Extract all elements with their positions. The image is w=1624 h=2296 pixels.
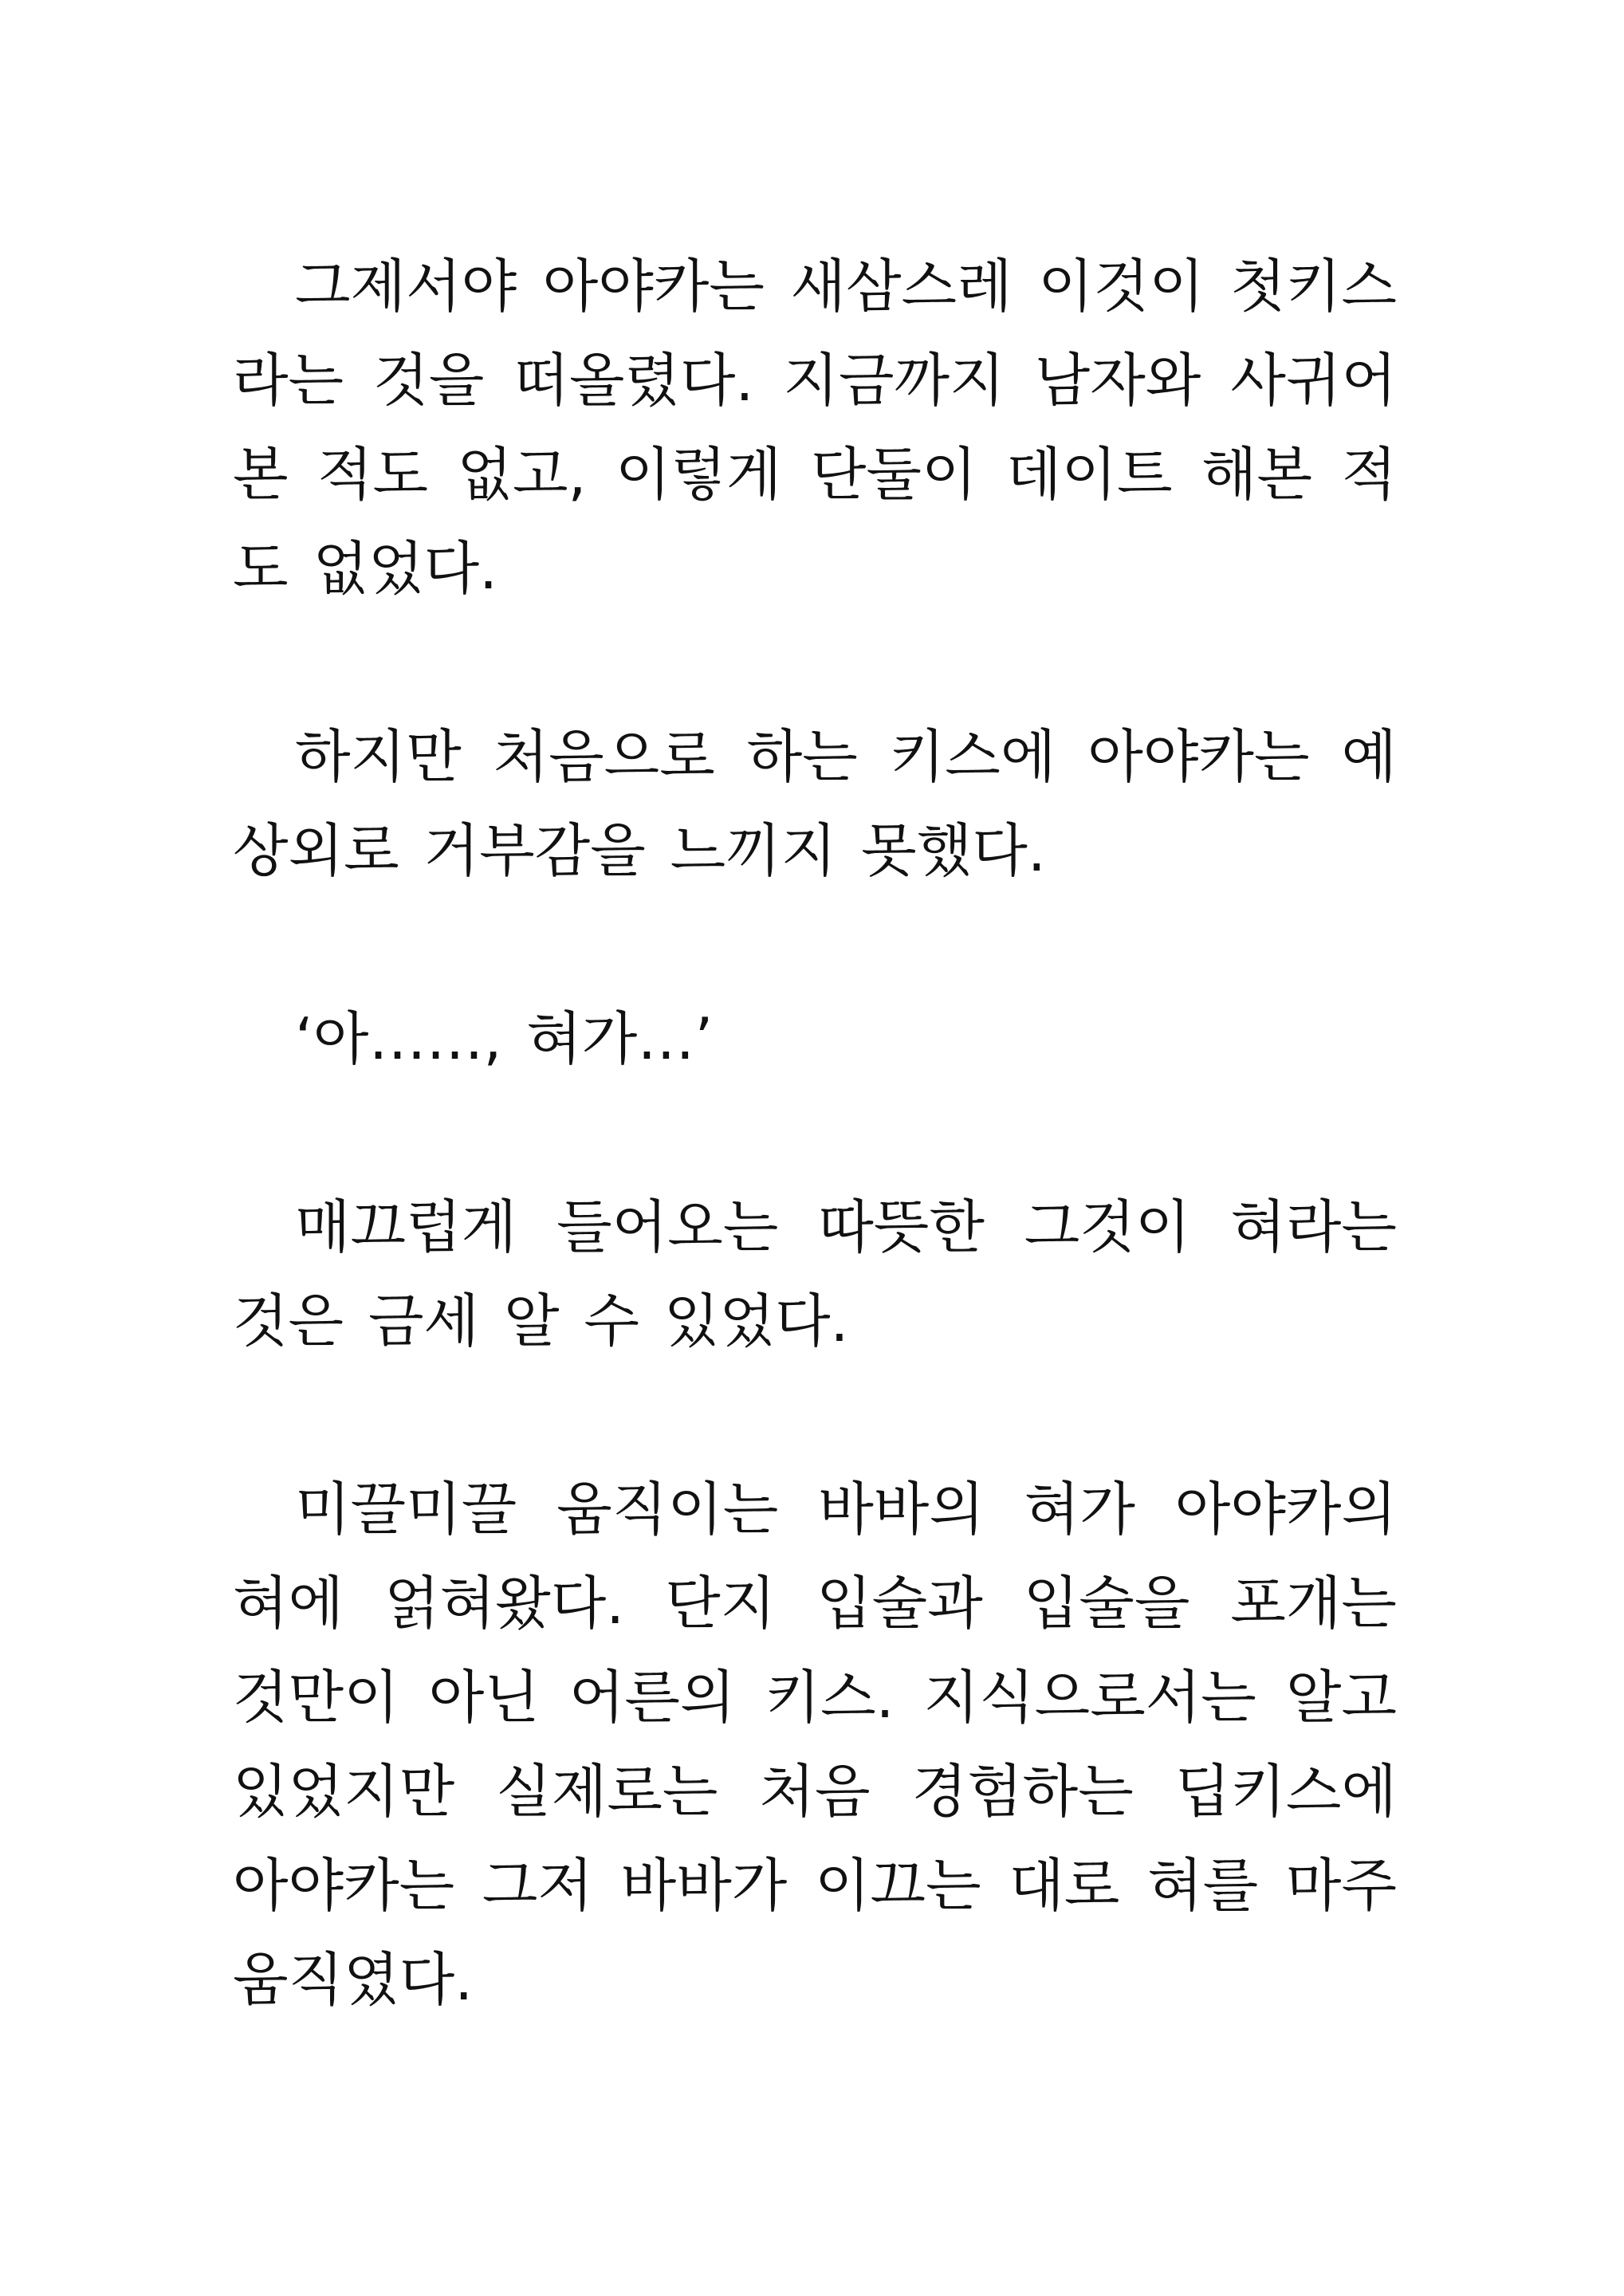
paragraph-thought: ‘아……, 혀가…’ <box>295 1005 714 1072</box>
paragraph-no-reluctance: 하지만 처음으로 하는 키스에 아야카는 예상외로 거부감을 느끼지 못했다. <box>233 723 1397 884</box>
paragraph-deep-kiss: 미끌미끌 움직이는 바바의 혀가 아야카의 혀에 얽혀왔다. 단지 입술과 입술을 포개는 것만이 아닌 어른의 키스. 지식으로서는 알고 있었지만 실제로는 처음 경험하는 딥키스에 아야카는 그저 바바가 이끄는 대로 혀를 마주 움직였다. <box>233 1476 1397 2013</box>
paragraph-first-kiss: 그제서야 아야카는 새삼스레 이것이 첫키스라는 것을 떠올렸다. 지금까지 남자와 사귀어 본 적도 없고, 이렇게 단둘이 데이트 해본 적도 없었다. <box>233 253 1397 602</box>
document-page <box>233 239 1397 2027</box>
paragraph-tongue-realization: 매끄럽게 들어오는 따뜻한 그것이 혀라는 것은 금세 알 수 있었다. <box>233 1193 1397 1354</box>
